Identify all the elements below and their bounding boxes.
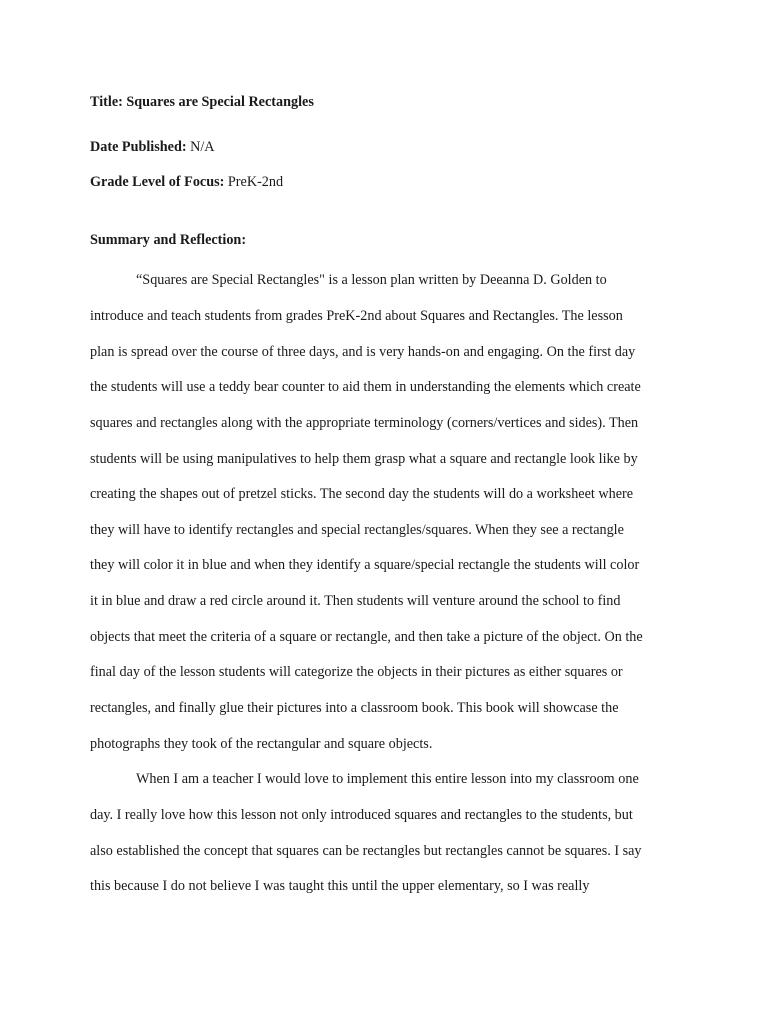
date-value: N/A [190, 139, 215, 155]
paragraph-line: plan is spread over the course of three days, and is very hands-on and engaging. On the first day [90, 344, 636, 360]
title-value: Squares are Special Rectangles [126, 94, 314, 110]
paragraph-line: “Squares are Special Rectangles" is a lesson plan written by Deeanna D. Golden to [136, 272, 607, 288]
paragraph-line: this because I do not believe I was taught this until the upper elementary, so I was really [90, 878, 590, 894]
paragraph-line: also established the concept that squares can be rectangles but rectangles cannot be squares. I say [90, 843, 642, 859]
paragraph-line: it in blue and draw a red circle around it. Then students will venture around the school to find [90, 593, 621, 609]
paragraph-line: introduce and teach students from grades PreK-2nd about Squares and Rectangles. The lesson [90, 308, 623, 324]
paragraph-line: creating the shapes out of pretzel sticks. The second day the students will do a worksheet where [90, 486, 634, 502]
section-heading: Summary and Reflection: [90, 232, 247, 248]
paragraph-line: photographs they took of the rectangular and square objects. [90, 736, 433, 752]
grade-line [90, 174, 283, 191]
paragraph-line: the students will use a teddy bear counter to aid them in understanding the elements which create [90, 379, 641, 395]
title-line [90, 94, 314, 111]
paragraph-line: students will be using manipulatives to help them grasp what a square and rectangle look like by [90, 451, 638, 467]
paragraph-line: final day of the lesson students will categorize the objects in their pictures as either squares or [90, 664, 623, 680]
title-label: Title: [90, 94, 123, 110]
date-label: Date Published: [90, 139, 187, 155]
paragraph-line: they will have to identify rectangles and special rectangles/squares. When they see a rectangle [90, 522, 624, 538]
paragraph-line: rectangles, and finally glue their pictures into a classroom book. This book will showcase the [90, 700, 619, 716]
grade-label: Grade Level of Focus: [90, 174, 225, 190]
date-line [90, 139, 215, 156]
paragraph-line: squares and rectangles along with the appropriate terminology (corners/vertices and sides). Then [90, 415, 639, 431]
paragraph-line: they will color it in blue and when they identify a square/special rectangle the students will color [90, 557, 640, 573]
paragraph-line: When I am a teacher I would love to implement this entire lesson into my classroom one [136, 771, 639, 787]
paragraph-line: objects that meet the criteria of a square or rectangle, and then take a picture of the object. On the [90, 629, 643, 645]
paragraph-line: day. I really love how this lesson not only introduced squares and rectangles to the students, but [90, 807, 633, 823]
grade-value: PreK-2nd [227, 174, 284, 190]
